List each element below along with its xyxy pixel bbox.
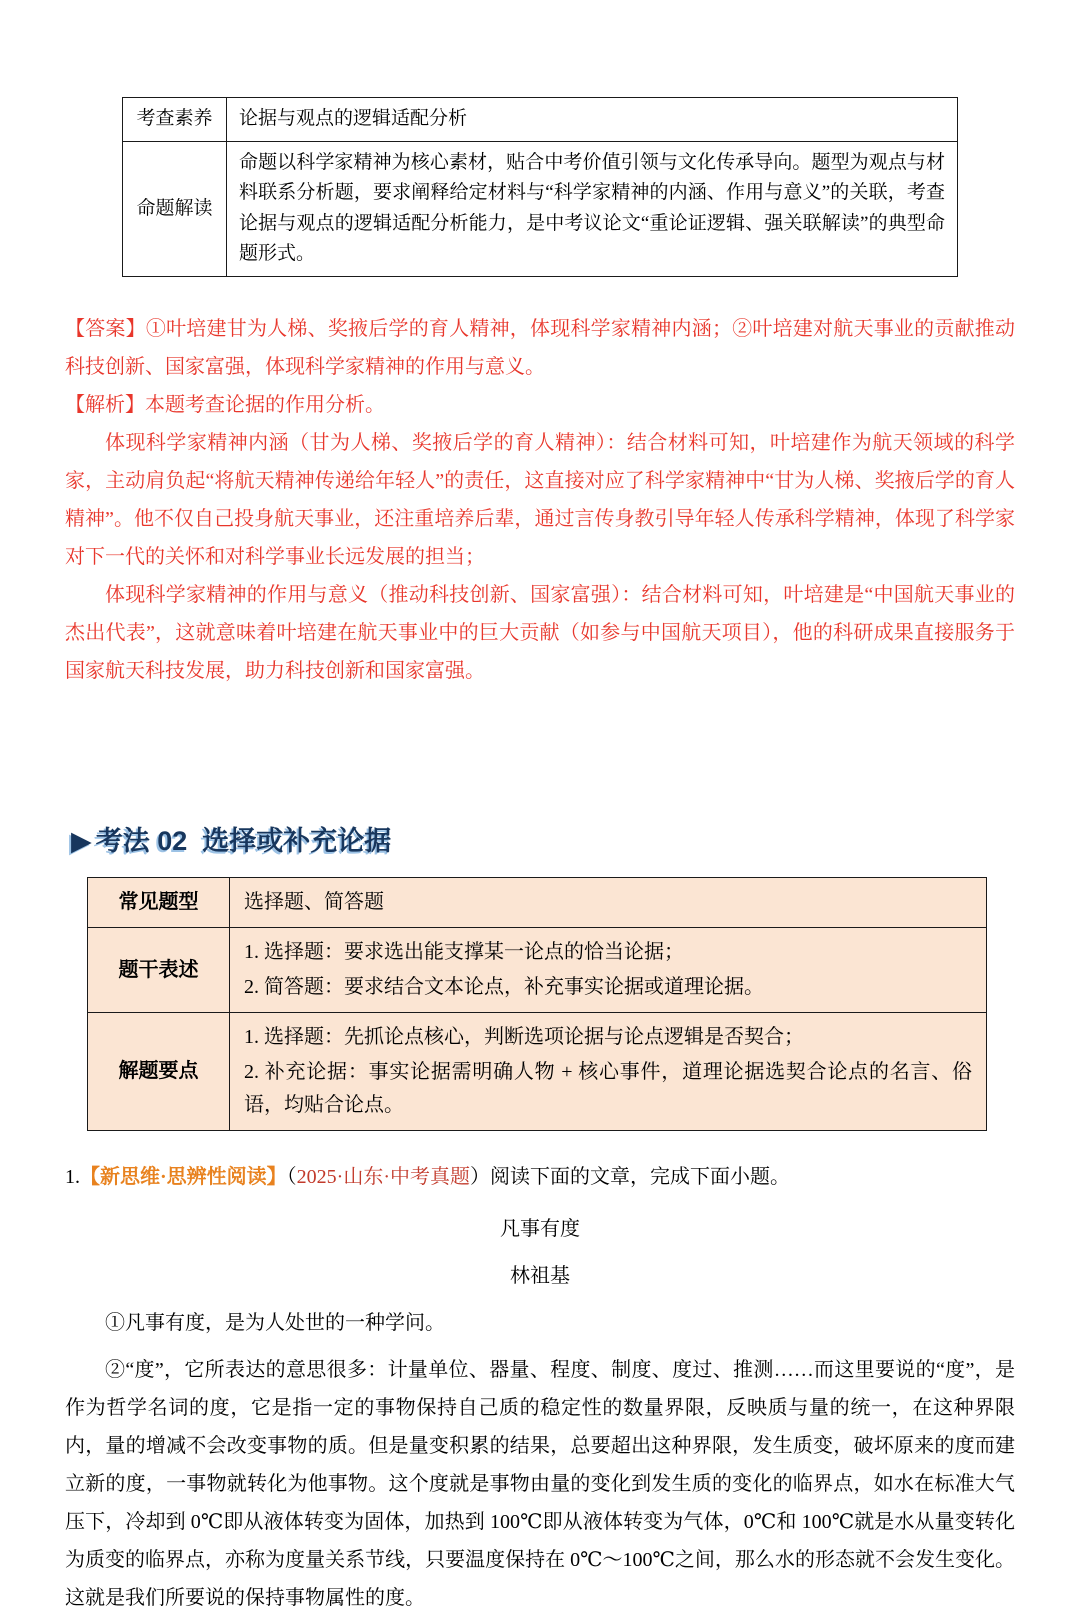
section-heading-text: 考法 02 选择或补充论据 — [95, 825, 392, 856]
article-paragraph: ①凡事有度，是为人处世的一种学问。 — [105, 1311, 445, 1334]
table-row — [88, 927, 987, 1012]
analysis-text: 本题考查论据的作用分析。 — [145, 393, 385, 416]
row-content-cell: 命题以科学家精神为核心素材，贴合中考价值引领与文化传承导向。题型为观点与材料联系分析题，要求阐释给定材料与“科学家精神的内涵、作用与意义”的关联，考查论据与观点的逻辑适配分析能力，是中考议论文“重论证逻辑、强关联解读”的典型命题形式。 — [227, 141, 958, 276]
cell-line: 1. 选择题：要求选出能支撑某一论点的恰当论据； — [244, 940, 684, 963]
question-line — [65, 1158, 1015, 1196]
analysis-label: 【解析】 — [65, 393, 145, 416]
article-paragraph: ②“度”，它所表达的意思很多：计量单位、器量、程度、制度、度过、推测……而这里要说的“度”，是作为哲学名词的度，它是指一定的事物保持自己质的稳定性的数量界限，反映质与量的统一，在这种界限内，量的增减不会改变事物的质。但是量变积累的结果，总要超出这种界限，发生质变，破坏原来的度而建立新的度，一事物就转化为他事物。这个度就是事物由量的变化到发生质的变化的临界点，如水在标准大气压下，冷却到 0℃即从液体转变为固体，加热到 100℃即从液体转变为气体，0℃和 100℃就是水从量变转化为质变的临界点，亦称为度量关系节线，只要温度保持在 0℃～100℃之间，那么水的形态就不会发生变化。这就是我们所要说的保持事物属性的度。 — [65, 1358, 1015, 1609]
row-header-cell: 命题解读 — [123, 141, 227, 276]
article — [65, 1210, 1015, 1617]
analysis-detail-paragraph: 体现科学家精神的作用与意义（推动科技创新、国家富强）：结合材料可知，叶培建是“中国航天事业的杰出代表”，这就意味着叶培建在航天事业中的巨大贡献（如参与中国航天项目），他的科研成果直接服务于国家航天科技发展，助力科技创新和国家富强。 — [65, 583, 1015, 682]
row-content-cell — [230, 877, 987, 927]
answer-paragraph — [65, 310, 1015, 386]
exam-analysis-table — [122, 97, 958, 277]
row-content-cell — [230, 927, 987, 1012]
row-header-cell: 解题要点 — [88, 1012, 230, 1130]
row-header-cell: 考查素养 — [123, 98, 227, 142]
question-instruction: 阅读下面的文章，完成下面小题。 — [490, 1165, 790, 1188]
section-heading — [71, 824, 1015, 858]
question-source: 2025·山东·中考真题 — [296, 1165, 470, 1188]
source-paren-close: ） — [470, 1165, 490, 1188]
article-author: 林祖基 — [510, 1264, 570, 1287]
table-row — [88, 877, 987, 927]
analysis-detail-paragraph: 体现科学家精神内涵（甘为人梯、奖掖后学的育人精神）：结合材料可知，叶培建作为航天领域的科学家，主动肩负起“将航天精神传递给年轻人”的责任，这直接对应了科学家精神中“甘为人梯、奖掖后学的育人精神”。他不仅自己投身航天事业，还注重培养后辈，通过言传身教引导年轻人传承科学精神，体现了科学家对下一代的关怀和对科学事业长远发展的担当； — [65, 431, 1015, 568]
row-content-cell — [230, 1012, 987, 1130]
answer-label: 【答案】 — [65, 317, 146, 340]
cell-line: 选择题、简答题 — [244, 890, 384, 913]
triangle-icon: ▶ — [71, 825, 92, 856]
row-header-cell: 题干表述 — [88, 927, 230, 1012]
article-title: 凡事有度 — [500, 1217, 580, 1240]
answer-text: ①叶培建甘为人梯、奖掖后学的育人精神，体现科学家精神内涵；②叶培建对航天事业的贡献推动科技创新、国家富强，体现科学家精神的作用与意义。 — [65, 317, 1016, 378]
analysis-paragraph — [65, 386, 1015, 424]
cell-line: 2. 补充论据：事实论据需明确人物 + 核心事件，道理论据选契合论点的名言、俗语，均贴合论点。 — [244, 1060, 972, 1116]
answer-analysis-block — [65, 310, 1015, 690]
row-header-cell: 常见题型 — [88, 877, 230, 927]
question-types-table — [87, 877, 987, 1131]
question-tag: 【新思维·思辨性阅读】 — [80, 1165, 287, 1188]
cell-line: 2. 简答题：要求结合文本论点，补充事实论据或道理论据。 — [244, 975, 764, 998]
table-row — [123, 141, 958, 276]
table-row — [88, 1012, 987, 1130]
question-number: 1. — [65, 1165, 80, 1188]
cell-line: 1. 选择题：先抓论点核心，判断选项论据与论点逻辑是否契合； — [244, 1025, 804, 1048]
source-paren-open: （ — [286, 1165, 297, 1188]
row-content-cell: 论据与观点的逻辑适配分析 — [227, 98, 958, 142]
table-row — [123, 98, 958, 142]
